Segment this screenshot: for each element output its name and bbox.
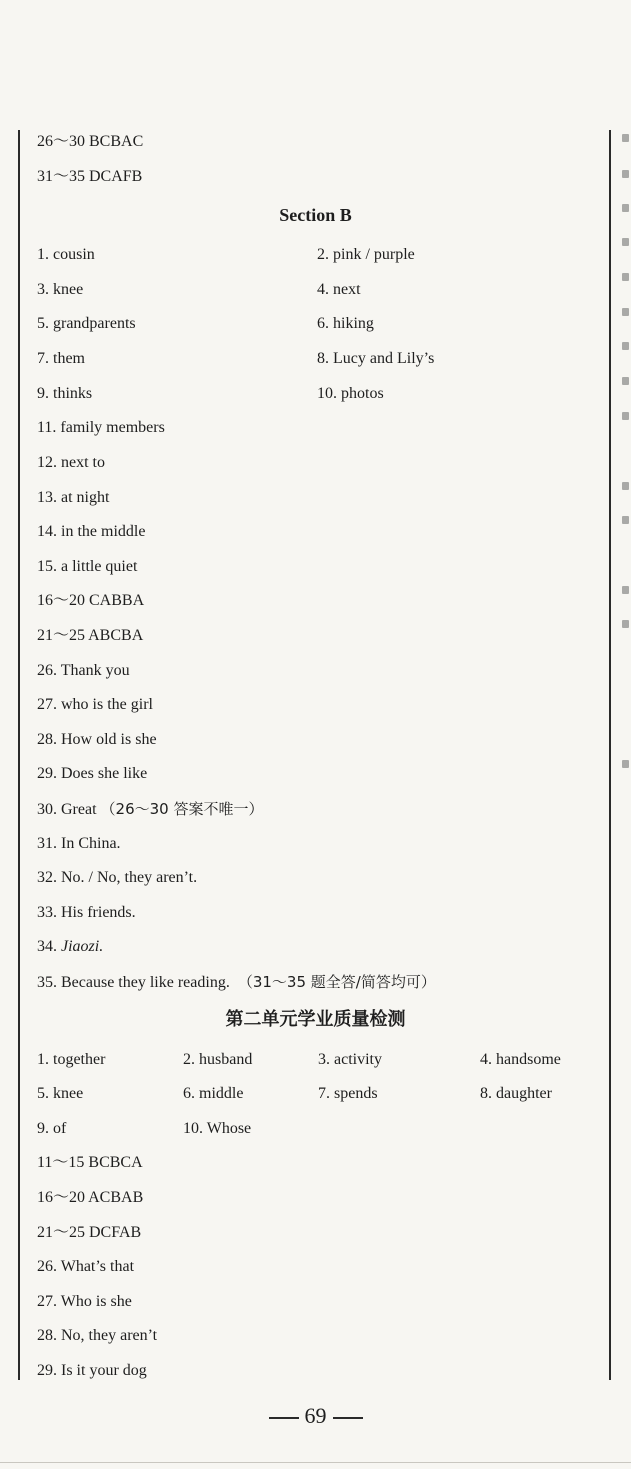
answer-line: 7. spends <box>318 1085 378 1102</box>
answer-line: 6. hiking <box>317 315 374 332</box>
answer-line: 1. cousin <box>37 246 95 263</box>
answer-line: 31. In China. <box>37 835 121 852</box>
answer-line: 27. Who is she <box>37 1293 132 1310</box>
edge-glyph <box>622 308 629 316</box>
answer-line: 29. Is it your dog <box>37 1362 147 1379</box>
answer-line: 13. at night <box>37 489 110 506</box>
answer-line: 26～30 BCBAC <box>37 133 144 150</box>
right-column-rule <box>609 130 611 1380</box>
answer-line: 7. them <box>37 350 85 367</box>
edge-glyph <box>622 586 629 594</box>
footer-dash <box>333 1417 363 1419</box>
answer-line: 5. knee <box>37 1085 84 1102</box>
edge-glyph <box>622 134 629 142</box>
answer-line: 10. Whose <box>183 1120 252 1137</box>
edge-glyph <box>622 342 629 350</box>
answer-text: 30. Great <box>37 801 97 818</box>
answer-note: （26～30 答案不唯一） <box>100 800 264 818</box>
page-number-footer <box>0 1402 631 1430</box>
answer-line: 26. Thank you <box>37 662 130 679</box>
answer-line: 15. a little quiet <box>37 558 138 575</box>
answer-line: 4. handsome <box>480 1051 561 1068</box>
answer-line: 16～20 ACBAB <box>37 1189 144 1206</box>
answer-text: Jiaozi. <box>61 938 104 955</box>
edge-glyph <box>622 620 629 628</box>
answer-line: 32. No. / No, they aren’t. <box>37 869 198 886</box>
answer-line: 16～20 CABBA <box>37 592 145 609</box>
answer-line: 10. photos <box>317 385 384 402</box>
answer-line: 29. Does she like <box>37 765 148 782</box>
answer-line: 28. How old is she <box>37 731 157 748</box>
answer-number: 34. <box>37 938 57 955</box>
answer-line: 9. thinks <box>37 385 93 402</box>
answer-text: 35. Because they like reading. <box>37 974 230 991</box>
answer-line: 11. family members <box>37 419 165 436</box>
answer-line: 26. What’s that <box>37 1258 135 1275</box>
answer-line: 3. activity <box>318 1051 382 1068</box>
answer-note: （31～35 题全答/简答均可） <box>237 973 436 991</box>
next-column-edge <box>622 130 631 1380</box>
edge-glyph <box>622 377 629 385</box>
footer-dash <box>269 1417 299 1419</box>
answer-line: 1. together <box>37 1051 106 1068</box>
answer-line: 14. in the middle <box>37 523 146 540</box>
answer-line: 6. middle <box>183 1085 244 1102</box>
unit-heading: 第二单元学业质量检测 <box>225 1009 406 1030</box>
answer-line: 27. who is the girl <box>37 696 153 713</box>
edge-glyph <box>622 412 629 420</box>
answer-line <box>37 937 103 957</box>
edge-glyph <box>622 516 629 524</box>
answer-line: 2. pink / purple <box>317 246 415 263</box>
page-edge <box>0 1462 631 1463</box>
answer-line: 9. of <box>37 1120 67 1137</box>
answer-line: 8. daughter <box>480 1085 552 1102</box>
edge-glyph <box>622 273 629 281</box>
edge-glyph <box>622 482 629 490</box>
answer-line: 21～25 DCFAB <box>37 1224 142 1241</box>
edge-glyph <box>622 238 629 246</box>
answer-line: 11～15 BCBCA <box>37 1154 143 1171</box>
answer-line: 33. His friends. <box>37 904 136 921</box>
answer-line: 8. Lucy and Lily’s <box>317 350 435 367</box>
answer-line: 2. husband <box>183 1051 253 1068</box>
edge-glyph <box>622 170 629 178</box>
answer-line: 28. No, they aren’t <box>37 1327 158 1344</box>
page-number: 69 <box>304 1403 327 1428</box>
answer-line: 21～25 ABCBA <box>37 627 144 644</box>
left-column-rule <box>18 130 20 1380</box>
answer-line <box>37 972 436 993</box>
answer-line: 3. knee <box>37 281 84 298</box>
answer-line: 31～35 DCAFB <box>37 168 143 185</box>
answer-line: 12. next to <box>37 454 105 471</box>
section-heading: Section B <box>279 205 352 225</box>
edge-glyph <box>622 760 629 768</box>
answer-line: 5. grandparents <box>37 315 136 332</box>
answer-line <box>37 799 263 820</box>
answer-line: 4. next <box>317 281 361 298</box>
